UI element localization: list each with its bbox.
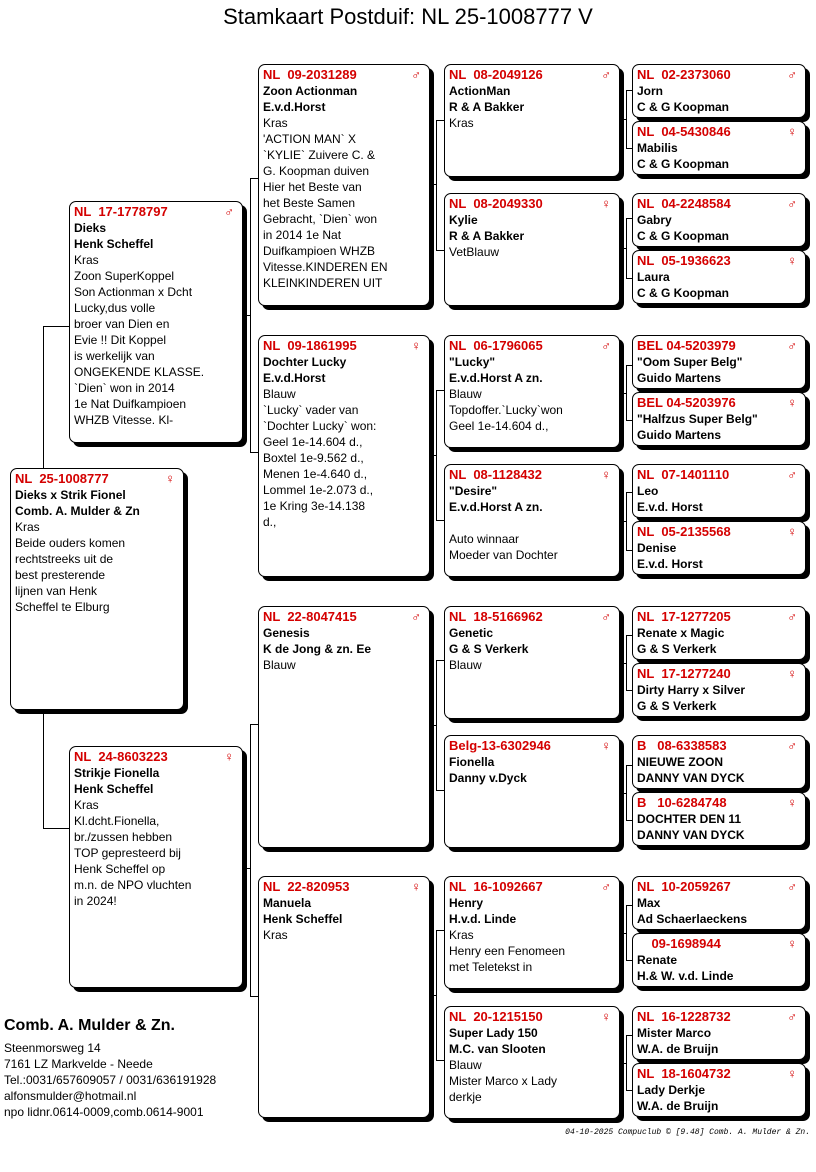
- male-icon: ♂: [601, 609, 611, 624]
- pigeon-name: Dochter Lucky: [263, 355, 347, 369]
- connector-line: [436, 250, 444, 251]
- connector-line: [430, 184, 437, 185]
- pigeon-card[interactable]: [69, 746, 243, 988]
- pigeon-owner: C & G Koopman: [637, 286, 729, 300]
- connector-line: [436, 1060, 444, 1061]
- male-icon: ♂: [601, 338, 611, 353]
- pigeon-owner: H.v.d. Linde: [449, 912, 517, 926]
- ring-number: NL 05-2135568: [637, 524, 731, 539]
- ring-number: 09-1698944: [637, 936, 721, 951]
- pigeon-note: `Lucky` vader van: [263, 403, 359, 417]
- ring-number: NL 16-1092667: [449, 879, 543, 894]
- pigeon-card[interactable]: [444, 606, 620, 719]
- pigeon-card[interactable]: [632, 933, 806, 987]
- pigeon-note: TOP gepresteerd bij: [74, 846, 181, 860]
- pigeon-owner: Guido Martens: [637, 428, 722, 442]
- pigeon-card[interactable]: [632, 335, 806, 389]
- breeder-line: npo lidnr.0614-0009,comb.0614-9001: [4, 1105, 204, 1119]
- pigeon-note: KLEINKINDEREN UIT: [263, 276, 383, 290]
- pigeon-card[interactable]: [632, 1063, 806, 1117]
- pigeon-note: is werkelijk van: [74, 349, 155, 363]
- ring-number: NL 22-8047415: [263, 609, 357, 624]
- pigeon-note: derkje: [449, 1090, 482, 1104]
- pigeon-color: Blauw: [263, 387, 296, 401]
- pigeon-note: Evie !! Dit Koppel: [74, 333, 167, 347]
- connector-line: [43, 326, 69, 327]
- pigeon-note: in 2014 1e Nat: [263, 228, 342, 242]
- ring-number: NL 17-1778797: [74, 204, 168, 219]
- pigeon-name: Super Lady 150: [449, 1026, 538, 1040]
- male-icon: ♂: [224, 204, 234, 219]
- pigeon-name: "Lucky": [449, 355, 496, 369]
- pigeon-card[interactable]: [444, 464, 620, 577]
- pigeon-owner: Ad Schaerlaeckens: [637, 912, 748, 926]
- pigeon-note: best presterende: [15, 568, 106, 582]
- pigeon-name: "Oom Super Belg": [637, 355, 743, 369]
- ring-number: NL 25-1008777: [15, 471, 109, 486]
- pigeon-name: Max: [637, 896, 661, 910]
- pigeon-name: Zoon Actionman: [263, 84, 358, 98]
- pigeon-name: Mabilis: [637, 141, 678, 155]
- pigeon-card[interactable]: [258, 876, 430, 1118]
- connector-line: [436, 120, 444, 121]
- connector-line: [436, 520, 444, 521]
- ring-number: BEL 04-5203976: [637, 395, 736, 410]
- pigeon-name: Mister Marco: [637, 1026, 712, 1040]
- pigeon-note: `Dochter Lucky` won:: [263, 419, 377, 433]
- pigeon-card[interactable]: [632, 606, 806, 660]
- breeder-line: alfonsmulder@hotmail.nl: [4, 1089, 137, 1103]
- pigeon-owner: G & S Verkerk: [637, 699, 717, 713]
- pigeon-name: Dieks x Strik Fionel: [15, 488, 126, 502]
- connector-line: [43, 710, 44, 828]
- pigeon-note: broer van Dien en: [74, 317, 170, 331]
- pigeon-note: ONGEKENDE KLASSE.: [74, 365, 205, 379]
- pigeon-name: ActionMan: [449, 84, 511, 98]
- pigeon-note: rechtstreeks uit de: [15, 552, 114, 566]
- pigeon-owner: W.A. de Bruijn: [637, 1042, 719, 1056]
- ring-number: Belg-13-6302946: [449, 738, 551, 753]
- female-icon: ♀: [601, 1009, 611, 1024]
- pigeon-name: Manuela: [263, 896, 312, 910]
- pigeon-owner: Comb. A. Mulder & Zn: [15, 504, 140, 518]
- pigeon-note: m.n. de NPO vluchten: [74, 878, 192, 892]
- connector-line: [620, 393, 627, 394]
- pigeon-color: Kras: [263, 928, 288, 942]
- pigeon-name: Jorn: [637, 84, 664, 98]
- pigeon-card[interactable]: [444, 193, 620, 306]
- pigeon-card[interactable]: [444, 1006, 620, 1119]
- ring-number: NL 22-820953: [263, 879, 350, 894]
- breeder-line: 7161 LZ Markvelde - Neede: [4, 1057, 153, 1071]
- pigeon-owner: W.A. de Bruijn: [637, 1099, 719, 1113]
- pigeon-note: 'ACTION MAN` X: [263, 132, 356, 146]
- pigeon-note: WHZB Vitesse. Kl-: [74, 413, 174, 427]
- pigeon-color: Kras: [449, 116, 474, 130]
- male-icon: ♂: [787, 1009, 797, 1024]
- male-icon: ♂: [601, 67, 611, 82]
- female-icon: ♀: [787, 666, 797, 681]
- pigeon-name: Lady Derkje: [637, 1083, 706, 1097]
- connector-line: [436, 120, 437, 250]
- pigeon-color: Blauw: [449, 1058, 482, 1072]
- connector-line: [430, 995, 437, 996]
- pigeon-owner: Henk Scheffel: [74, 782, 154, 796]
- pigeon-name: Genetic: [449, 626, 494, 640]
- pigeon-note: Zoon SuperKoppel: [74, 269, 175, 283]
- pigeon-card[interactable]: [258, 64, 430, 306]
- breeder-name: Comb. A. Mulder & Zn.: [4, 1017, 175, 1034]
- pigeon-color: Kras: [74, 798, 99, 812]
- pigeon-card[interactable]: [69, 201, 243, 443]
- connector-line: [43, 828, 69, 829]
- pigeon-note: G. Koopman duiven: [263, 164, 370, 178]
- connector-line: [250, 178, 258, 179]
- pigeon-name: Dirty Harry x Silver: [637, 683, 746, 697]
- pigeon-note: Mister Marco x Lady: [449, 1074, 558, 1088]
- male-icon: ♂: [787, 609, 797, 624]
- male-icon: ♂: [411, 67, 421, 82]
- female-icon: ♀: [224, 749, 234, 764]
- pigeon-card[interactable]: [444, 64, 620, 177]
- pigeon-name: "Desire": [449, 484, 498, 498]
- connector-line: [620, 248, 627, 249]
- ring-number: NL 20-1215150: [449, 1009, 543, 1024]
- male-icon: ♂: [787, 196, 797, 211]
- pigeon-owner: Henk Scheffel: [74, 237, 154, 251]
- pigeon-name: Leo: [637, 484, 659, 498]
- pigeon-name: Renate: [637, 953, 678, 967]
- pigeon-note: Henry een Fenomeen: [449, 944, 566, 958]
- ring-number: NL 09-1861995: [263, 338, 357, 353]
- pigeon-card[interactable]: [632, 250, 806, 304]
- pigeon-card[interactable]: [632, 464, 806, 518]
- pigeon-card[interactable]: [632, 521, 806, 575]
- pigeon-owner: M.C. van Slooten: [449, 1042, 546, 1056]
- pigeon-name: Kylie: [449, 213, 478, 227]
- pigeon-name: NIEUWE ZOON: [637, 755, 723, 769]
- ring-number: NL 16-1228732: [637, 1009, 731, 1024]
- pigeon-name: DOCHTER DEN 11: [637, 812, 742, 826]
- connector-line: [620, 521, 627, 522]
- ring-number: NL 08-1128432: [449, 467, 542, 482]
- female-icon: ♀: [411, 879, 421, 894]
- pigeon-color: Blauw: [449, 658, 482, 672]
- connector-line: [250, 452, 258, 453]
- ring-number: NL 07-1401110: [637, 467, 730, 482]
- ring-number: NL 06-1796065: [449, 338, 543, 353]
- male-icon: ♂: [601, 879, 611, 894]
- pigeon-color: Kras: [74, 253, 99, 267]
- ring-number: NL 08-2049330: [449, 196, 543, 211]
- pigeon-owner: DANNY VAN DYCK: [637, 771, 745, 785]
- ring-number: NL 04-2248584: [637, 196, 731, 211]
- female-icon: ♀: [787, 795, 797, 810]
- pigeon-note: Vitesse.KINDEREN EN: [263, 260, 388, 274]
- pigeon-card[interactable]: [632, 64, 806, 118]
- pigeon-owner: E.v.d.Horst A zn.: [449, 371, 543, 385]
- pigeon-note: in 2024!: [74, 894, 117, 908]
- pigeon-note: Hier het Beste van: [263, 180, 362, 194]
- connector-line: [430, 455, 437, 456]
- female-icon: ♀: [601, 738, 611, 753]
- pigeon-note: Topdoffer.`Lucky`won: [449, 403, 563, 417]
- pigeon-name: Henry: [449, 896, 484, 910]
- ring-number: NL 02-2373060: [637, 67, 731, 82]
- pigeon-note: Kl.dcht.Fionella,: [74, 814, 160, 828]
- pigeon-note: Gebracht, `Dien` won: [263, 212, 378, 226]
- pigeon-card[interactable]: [632, 792, 806, 846]
- pigeon-name: Gabry: [637, 213, 672, 227]
- ring-number: B 08-6338583: [637, 738, 727, 753]
- pigeon-note: Geel 1e-14.604 d.,: [449, 419, 549, 433]
- pigeon-name: Laura: [637, 270, 670, 284]
- female-icon: ♀: [787, 395, 797, 410]
- pigeon-card[interactable]: [632, 876, 806, 930]
- pigeon-card[interactable]: [632, 663, 806, 717]
- pigeon-owner: C & G Koopman: [637, 157, 729, 171]
- page-title: Stamkaart Postduif: NL 25-1008777 V: [223, 4, 593, 29]
- pigeon-color: Kras: [449, 928, 474, 942]
- pigeon-card[interactable]: [632, 1006, 806, 1060]
- female-icon: ♀: [787, 936, 797, 951]
- connector-line: [620, 793, 627, 794]
- pigeon-note: Beide ouders komen: [15, 536, 126, 550]
- pigeon-note: met Teletekst in: [449, 960, 533, 974]
- pigeon-name: Denise: [637, 541, 677, 555]
- pigeon-note: lijnen van Henk: [15, 584, 98, 598]
- pigeon-owner: R & A Bakker: [449, 100, 525, 114]
- breeder-line: Steenmorsweg 14: [4, 1041, 101, 1055]
- ring-number: NL 24-8603223: [74, 749, 168, 764]
- pigeon-card[interactable]: [258, 335, 430, 577]
- pigeon-note: 1e Kring 3e-14.138: [263, 499, 366, 513]
- ring-number: NL 08-2049126: [449, 67, 543, 82]
- connector-line: [436, 930, 444, 931]
- ring-number: NL 05-1936623: [637, 253, 731, 268]
- pigeon-owner: G & S Verkerk: [637, 642, 717, 656]
- pigeon-card[interactable]: [632, 193, 806, 247]
- pigeon-note: Moeder van Dochter: [449, 548, 558, 562]
- connector-line: [43, 326, 44, 468]
- connector-line: [250, 724, 258, 725]
- pigeon-color: Kras: [263, 116, 288, 130]
- pigeon-note: Menen 1e-4.640 d.,: [263, 467, 368, 481]
- connector-line: [620, 119, 627, 120]
- pigeon-note: Henk Scheffel op: [74, 862, 166, 876]
- pigeon-color: Blauw: [263, 658, 296, 672]
- pigeon-note: Son Actionman x Dcht: [74, 285, 193, 299]
- footer-text: 04-10-2025 Compuclub © [9.48] Comb. A. Mulder & Zn.: [565, 1128, 810, 1137]
- pigeon-owner: E.v.d.Horst A zn.: [449, 500, 543, 514]
- connector-line: [620, 1063, 627, 1064]
- connector-line: [250, 724, 251, 996]
- ring-number: NL 04-5430846: [637, 124, 731, 139]
- breeder-info: [4, 1018, 216, 1120]
- pigeon-note: Lommel 1e-2.073 d.,: [263, 483, 374, 497]
- female-icon: ♀: [165, 471, 175, 486]
- pigeon-owner: C & G Koopman: [637, 100, 729, 114]
- pigeon-note: Duifkampioen WHZB: [263, 244, 376, 258]
- ring-number: BEL 04-5203979: [637, 338, 736, 353]
- pigeon-owner: Henk Scheffel: [263, 912, 343, 926]
- pigeon-note: `KYLIE` Zuivere C. &: [263, 148, 376, 162]
- pigeon-owner: E.v.d.Horst: [263, 371, 326, 385]
- pigeon-note: Geel 1e-14.604 d.,: [263, 435, 363, 449]
- pigeon-color: [449, 786, 615, 802]
- female-icon: ♀: [787, 253, 797, 268]
- male-icon: ♂: [787, 467, 797, 482]
- pigeon-note: Auto winnaar: [449, 532, 520, 546]
- female-icon: ♀: [787, 124, 797, 139]
- male-icon: ♂: [787, 738, 797, 753]
- male-icon: ♂: [787, 67, 797, 82]
- pigeon-note: `Dien` won in 2014: [74, 381, 175, 395]
- pigeon-color: [449, 515, 615, 531]
- ring-number: NL 18-1604732: [637, 1066, 731, 1081]
- pigeon-card[interactable]: [632, 121, 806, 175]
- connector-line: [250, 996, 258, 997]
- female-icon: ♀: [787, 1066, 797, 1081]
- pigeon-card[interactable]: [632, 735, 806, 789]
- pigeon-card[interactable]: [632, 392, 806, 446]
- pigeon-card[interactable]: [444, 335, 620, 448]
- ring-number: NL 17-1277205: [637, 609, 731, 624]
- breeder-line: Tel.:0031/657609057 / 0031/636191928: [4, 1073, 217, 1087]
- pigeon-owner: K de Jong & zn. Ee: [263, 642, 372, 656]
- pigeon-owner: E.v.d.Horst: [263, 100, 326, 114]
- connector-line: [436, 790, 444, 791]
- pigeon-owner: Danny v.Dyck: [449, 771, 527, 785]
- pigeon-name: Genesis: [263, 626, 310, 640]
- pigeon-card[interactable]: [258, 606, 430, 848]
- connector-line: [436, 660, 444, 661]
- female-icon: ♀: [787, 524, 797, 539]
- pigeon-note: Lucky,dus volle: [74, 301, 156, 315]
- male-icon: ♂: [787, 879, 797, 894]
- ring-number: NL 17-1277240: [637, 666, 731, 681]
- connector-line: [620, 663, 627, 664]
- pigeon-owner: G & S Verkerk: [449, 642, 529, 656]
- pigeon-name: "Halfzus Super Belg": [637, 412, 758, 426]
- connector-line: [620, 933, 627, 934]
- pigeon-note: d.,: [263, 515, 277, 529]
- ring-number: NL 10-2059267: [637, 879, 731, 894]
- pigeon-card[interactable]: [444, 735, 620, 848]
- pigeon-note: 1e Nat Duifkampioen: [74, 397, 187, 411]
- pigeon-owner: E.v.d. Horst: [637, 500, 703, 514]
- pigeon-name: Renate x Magic: [637, 626, 725, 640]
- pigeon-name: Strikje Fionella: [74, 766, 160, 780]
- male-icon: ♂: [411, 609, 421, 624]
- pigeon-owner: Guido Martens: [637, 371, 722, 385]
- connector-line: [242, 315, 251, 316]
- connector-line: [430, 725, 437, 726]
- pigeon-note: br./zussen hebben: [74, 830, 173, 844]
- pigeon-owner: C & G Koopman: [637, 229, 729, 243]
- pigeon-color: Kras: [15, 520, 40, 534]
- pigeon-owner: E.v.d. Horst: [637, 557, 703, 571]
- ring-number: B 10-6284748: [637, 795, 727, 810]
- pigeon-name: Fionella: [449, 755, 495, 769]
- female-icon: ♀: [601, 467, 611, 482]
- ring-number: NL 09-2031289: [263, 67, 357, 82]
- male-icon: ♂: [787, 338, 797, 353]
- pigeon-name: Dieks: [74, 221, 107, 235]
- pigeon-note: het Beste Samen: [263, 196, 356, 210]
- connector-line: [436, 390, 444, 391]
- pigeon-owner: DANNY VAN DYCK: [637, 828, 745, 842]
- pigeon-color: VetBlauw: [449, 245, 500, 259]
- female-icon: ♀: [411, 338, 421, 353]
- female-icon: ♀: [601, 196, 611, 211]
- pigeon-card[interactable]: [10, 468, 184, 710]
- pigeon-owner: R & A Bakker: [449, 229, 525, 243]
- pigeon-card[interactable]: [444, 876, 620, 989]
- ring-number: NL 18-5166962: [449, 609, 543, 624]
- pigeon-note: Boxtel 1e-9.562 d.,: [263, 451, 364, 465]
- connector-line: [242, 868, 251, 869]
- pigeon-owner: H.& W. v.d. Linde: [637, 969, 734, 983]
- pigeon-note: Scheffel te Elburg: [15, 600, 110, 614]
- pigeon-color: Blauw: [449, 387, 482, 401]
